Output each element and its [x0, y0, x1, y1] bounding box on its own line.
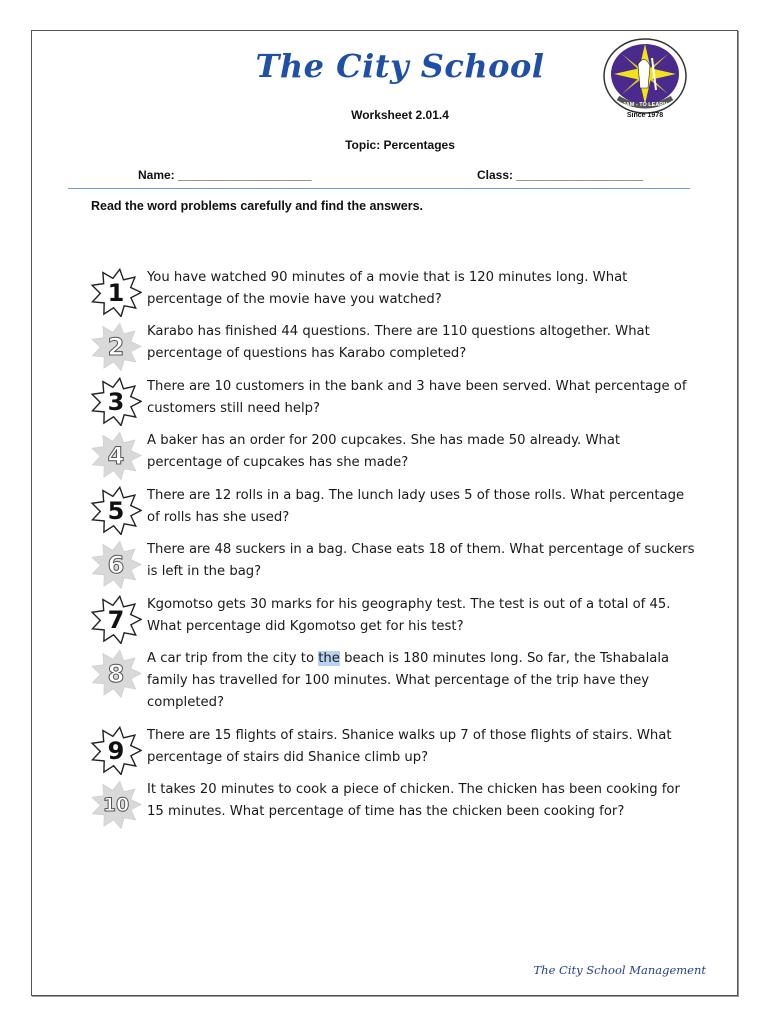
topic: Topic: Percentages	[345, 138, 455, 152]
worksheet-number: Worksheet 2.01.4	[351, 108, 449, 122]
question-text: A baker has an order for 200 cupcakes. She has made 50 already. What percentage of cupcakes has she made?	[147, 433, 621, 470]
question-text: Karabo has finished 44 questions. There are 110 questions altogether. What percentage of questions has Karabo completed?	[147, 324, 650, 361]
badge-number: 3	[107, 388, 125, 416]
question-text: It takes 20 minutes to cook a piece of chicken. The chicken has been cooking for 15 minutes. What percentage of time has the chicken been cooking for?	[147, 782, 680, 819]
badge-number: 4	[107, 442, 125, 470]
number-badge-1-icon	[90, 267, 142, 317]
class-field: Class: ___________________	[477, 168, 644, 182]
logo-since: Since 1978	[626, 112, 664, 119]
question-text: There are 12 rolls in a bag. The lunch lady uses 5 of those rolls. What percentage of rolls has she used?	[147, 488, 685, 525]
question-text-end: beach is 180 minutes long. So far, the Tshabalala family has travelled for 100 minutes. What percentage of the trip have they completed?	[147, 651, 670, 710]
badge-number: 1	[107, 279, 125, 307]
question-text: There are 10 customers in the bank and 3 have been served. What percentage of customers still need help?	[147, 379, 687, 416]
name-field: Name: ____________________	[138, 168, 312, 182]
badge-number: 9	[107, 737, 125, 765]
question-text: You have watched 90 minutes of a movie that is 120 minutes long. What percentage of the movie have you watched?	[147, 270, 628, 307]
badge-number: 8	[107, 660, 125, 688]
logo-motto: JAM - TO LEARN	[622, 102, 668, 108]
number-badge-5-icon	[90, 485, 142, 535]
number-badge-2-icon	[90, 321, 142, 371]
footer-signature: The City School Management	[533, 963, 706, 977]
badge-number: 5	[107, 497, 125, 525]
header-divider	[68, 188, 690, 189]
number-badge-3-icon	[90, 376, 142, 426]
badge-number: 6	[107, 551, 125, 579]
number-badge-10-icon	[90, 779, 142, 829]
instructions: Read the word problems carefully and find the answers.	[91, 199, 424, 213]
question-text: There are 48 suckers in a bag. Chase eats 18 of them. What percentage of suckers is left in the bag?	[147, 542, 695, 579]
number-badge-8-icon	[90, 648, 142, 698]
selected-text-highlight: the	[318, 651, 340, 666]
number-badge-6-icon	[90, 539, 142, 589]
badge-number: 10	[102, 794, 130, 816]
number-badge-4-icon	[90, 430, 142, 480]
question-text-start: A car trip from the city to	[147, 651, 319, 666]
question-text	[147, 648, 697, 714]
number-badge-9-icon	[90, 725, 142, 775]
question-text: Kgomotso gets 30 marks for his geography test. The test is out of a total of 45. What percentage did Kgomotso get for his test?	[147, 597, 671, 634]
badge-number: 7	[107, 606, 125, 634]
question-text: There are 15 flights of stairs. Shanice walks up 7 of those flights of stairs. What percentage of stairs did Shanice climb up?	[147, 728, 672, 765]
number-badge-7-icon	[90, 594, 142, 644]
badge-number: 2	[107, 333, 125, 361]
school-title: The City School	[255, 47, 545, 85]
